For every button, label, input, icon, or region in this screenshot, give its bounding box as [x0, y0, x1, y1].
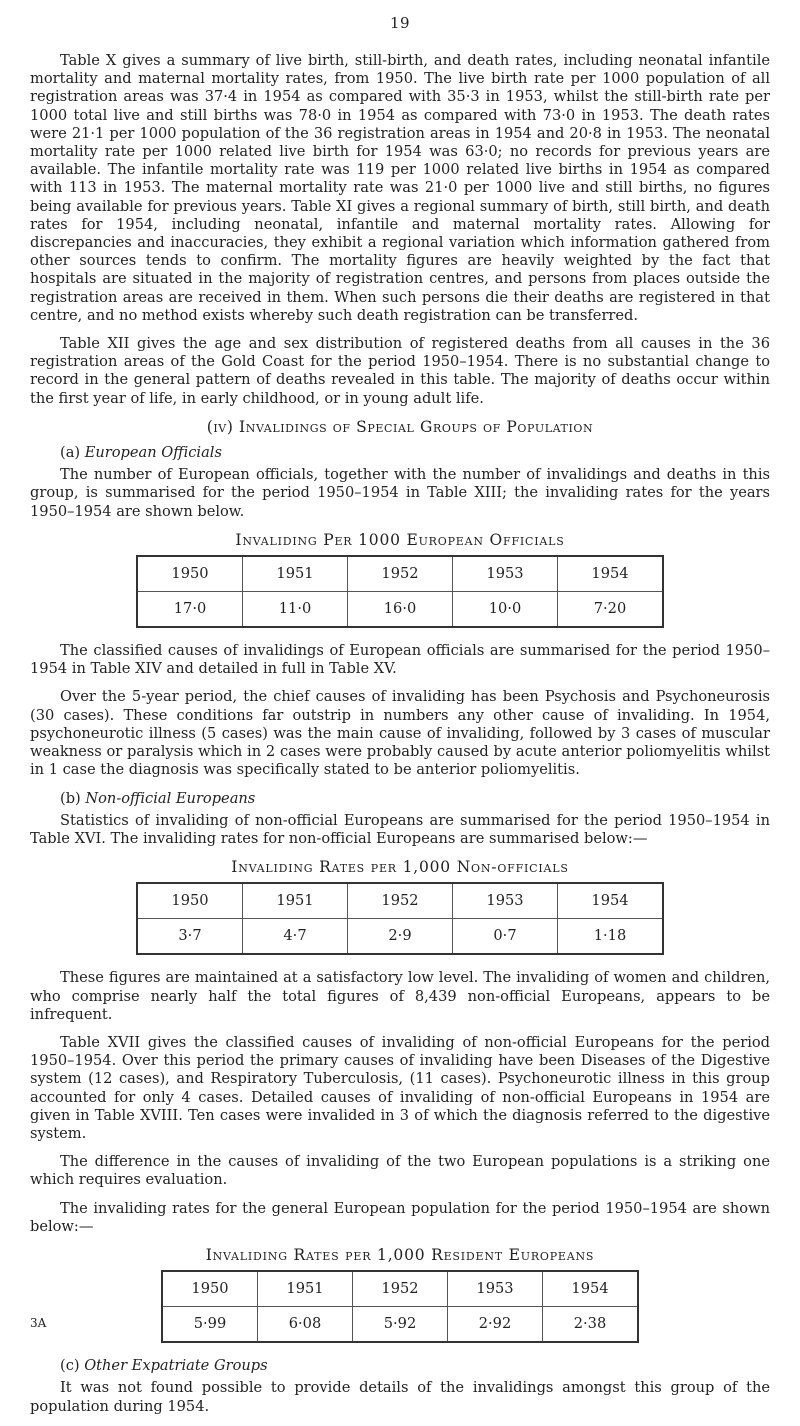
table-value-cell: 1·18	[558, 919, 664, 955]
table-value-cell: 5·99	[162, 1307, 258, 1343]
table-value-cell: 5·92	[353, 1307, 448, 1343]
table-value-cell: 2·38	[543, 1307, 639, 1343]
table-header-row	[162, 1271, 638, 1307]
table-year-cell: 1951	[243, 556, 348, 592]
subhead-mark: (a)	[60, 444, 81, 462]
table-year-cell: 1952	[348, 883, 453, 919]
table-year-cell: 1953	[448, 1271, 543, 1307]
table-residents	[161, 1270, 639, 1343]
subhead-non-official-europeans	[60, 790, 770, 808]
table-value-cell: 0·7	[453, 919, 558, 955]
table-value-row	[137, 919, 663, 955]
table-year-cell: 1951	[243, 883, 348, 919]
paragraph-difference: The difference in the causes of invaliding of the two European populations is a striking one which requires evaluation.	[30, 1153, 770, 1189]
subhead-mark: (b)	[60, 789, 81, 807]
page-content	[30, 52, 770, 1426]
paragraph-non-official-stats: Statistics of invaliding of non-official Europeans are summarised for the period 1950–1954 in Table XVI. The invaliding rates for non-official Europeans are summarised below:—	[30, 811, 770, 847]
table-value-cell: 2·92	[448, 1307, 543, 1343]
table-year-cell: 1950	[137, 556, 243, 592]
table-year-cell: 1954	[558, 556, 664, 592]
section-heading: (iv) Invalidings of Special Groups of Population	[206, 417, 594, 436]
page-number: 19	[389, 14, 411, 32]
table-value-cell: 4·7	[243, 919, 348, 955]
paragraph-table-x: Table X gives a summary of live birth, still-birth, and death rates, including neonatal infantile mortality and maternal mortality rates, from 1950. The live birth rate per 1000 population of all registration areas was 37·4 in 1954 as compared with 35·3 in 1953, whilst the still-birth rate per 1000 total live and still births was 78·0 in 1954 as compared with 73·0 in 1953. The death rates were 21·1 per 1000 population of the 36 registration areas in 1954 and 20·8 in 1953. The neonatal mortality rate per 1000 related live birth for 1954 was 63·0; no records for previous years are available. The infantile mortality rate was 119 per 1000 related live births in 1954 as compared with 113 in 1953. The maternal mortality rate was 21·0 per 1000 live and still births, no figures being available for previous years. Table XI gives a regional summary of birth, still birth, and death rates for 1954, including neonatal, infantile and maternal mortality rates. Allowing for discrepancies and inaccuracies, they exhibit a regional variation which information gathered from other sources tends to confirm. The mortality figures are heavily weighted by the fact that hospitals are situated in the majority of registration centres, and persons from places outside the registration areas are received in them. When such persons die their deaths are registered in that centre, and no method exists whereby such death registration can be transferred.	[30, 52, 770, 324]
paragraph-officials-summary: The number of European officials, together with the number of invalidings and deaths in this group, is summarised for the period 1950–1954 in Table XIII; the invaliding rates for the years 1950–1954 are shown below.	[30, 466, 770, 520]
paragraph-classified-causes: The classified causes of invalidings of European officials are summarised for the period 1950–1954 in Table XIV and detailed in full in Table XV.	[30, 642, 770, 678]
table-year-cell: 1950	[137, 883, 243, 919]
signature-mark: 3A	[30, 1316, 47, 1330]
paragraph-low-level: These figures are maintained at a satisfactory low level. The invaliding of women and children, who comprise nearly half the total figures of 8,439 non-official Europeans, appears to be infrequent.	[30, 969, 770, 1023]
table-year-cell: 1951	[258, 1271, 353, 1307]
subhead-title: Non-official Europeans	[85, 789, 256, 807]
table-value-row	[137, 592, 663, 628]
table-year-cell: 1950	[162, 1271, 258, 1307]
paragraph-table-xvii: Table XVII gives the classified causes of invaliding of non-official Europeans for the period 1950–1954. Over this period the primary causes of invaliding have been Diseases of the Digestive system (12 cases), and Respiratory Tuberculosis, (11 cases). Psychoneurotic illness in this group accounted for only 4 cases. Detailed causes of invaliding of non-official Europeans in 1954 are given in Table XVIII. Ten cases were invalided in 3 of which the diagnosis referred to the digestive system.	[30, 1033, 770, 1142]
table-value-cell: 7·20	[558, 592, 664, 628]
paragraph-table-xii: Table XII gives the age and sex distribution of registered deaths from all causes in the 36 registration areas of the Gold Coast for the period 1950–1954. There is no substantial change to record in the general pattern of deaths revealed in this table. The majority of deaths occur within the first year of life, in early childhood, or in young adult life.	[30, 335, 770, 407]
table-value-row	[162, 1307, 638, 1343]
table-year-cell: 1954	[543, 1271, 639, 1307]
table-value-cell: 6·08	[258, 1307, 353, 1343]
table-header-row	[137, 883, 663, 919]
table-value-cell: 16·0	[348, 592, 453, 628]
subhead-other-expatriate	[60, 1357, 770, 1375]
subhead-mark: (c)	[60, 1357, 80, 1375]
paragraph-other-groups: It was not found possible to provide details of the invalidings amongst this group of the population during 1954.	[30, 1379, 770, 1415]
table-caption-non-officials: Invaliding Rates per 1,000 Non-officials	[231, 858, 569, 877]
subhead-title: Other Expatriate Groups	[84, 1357, 268, 1375]
table-year-cell: 1952	[348, 556, 453, 592]
table-value-cell: 10·0	[453, 592, 558, 628]
table-header-row	[137, 556, 663, 592]
paragraph-psychosis: Over the 5-year period, the chief causes of invaliding has been Psychosis and Psychoneurosis (30 cases). These conditions far outstrip in numbers any other cause of invaliding. In 1954, psychoneurotic illness (5 cases) was the main cause of invaliding, followed by 3 cases of muscular weakness or paralysis which in 2 cases were probably caused by acute anterior poliomyelitis whilst in 1 case the diagnosis was specifically stated to be anterior poliomyelitis.	[30, 688, 770, 779]
table-year-cell: 1953	[453, 883, 558, 919]
table-caption-residents: Invaliding Rates per 1,000 Resident Europeans	[205, 1245, 595, 1264]
table-non-officials	[136, 882, 664, 955]
table-year-cell: 1952	[353, 1271, 448, 1307]
table-officials	[136, 555, 664, 628]
table-value-cell: 2·9	[348, 919, 453, 955]
table-value-cell: 3·7	[137, 919, 243, 955]
paragraph-general-population: The invaliding rates for the general European population for the period 1950–1954 are shown below:—	[30, 1199, 770, 1235]
table-value-cell: 17·0	[137, 592, 243, 628]
table-caption-officials: Invaliding Per 1000 European Officials	[235, 530, 565, 549]
table-year-cell: 1954	[558, 883, 664, 919]
table-value-cell: 11·0	[243, 592, 348, 628]
table-year-cell: 1953	[453, 556, 558, 592]
subhead-title: European Officials	[84, 444, 222, 462]
subhead-european-officials	[60, 444, 770, 462]
